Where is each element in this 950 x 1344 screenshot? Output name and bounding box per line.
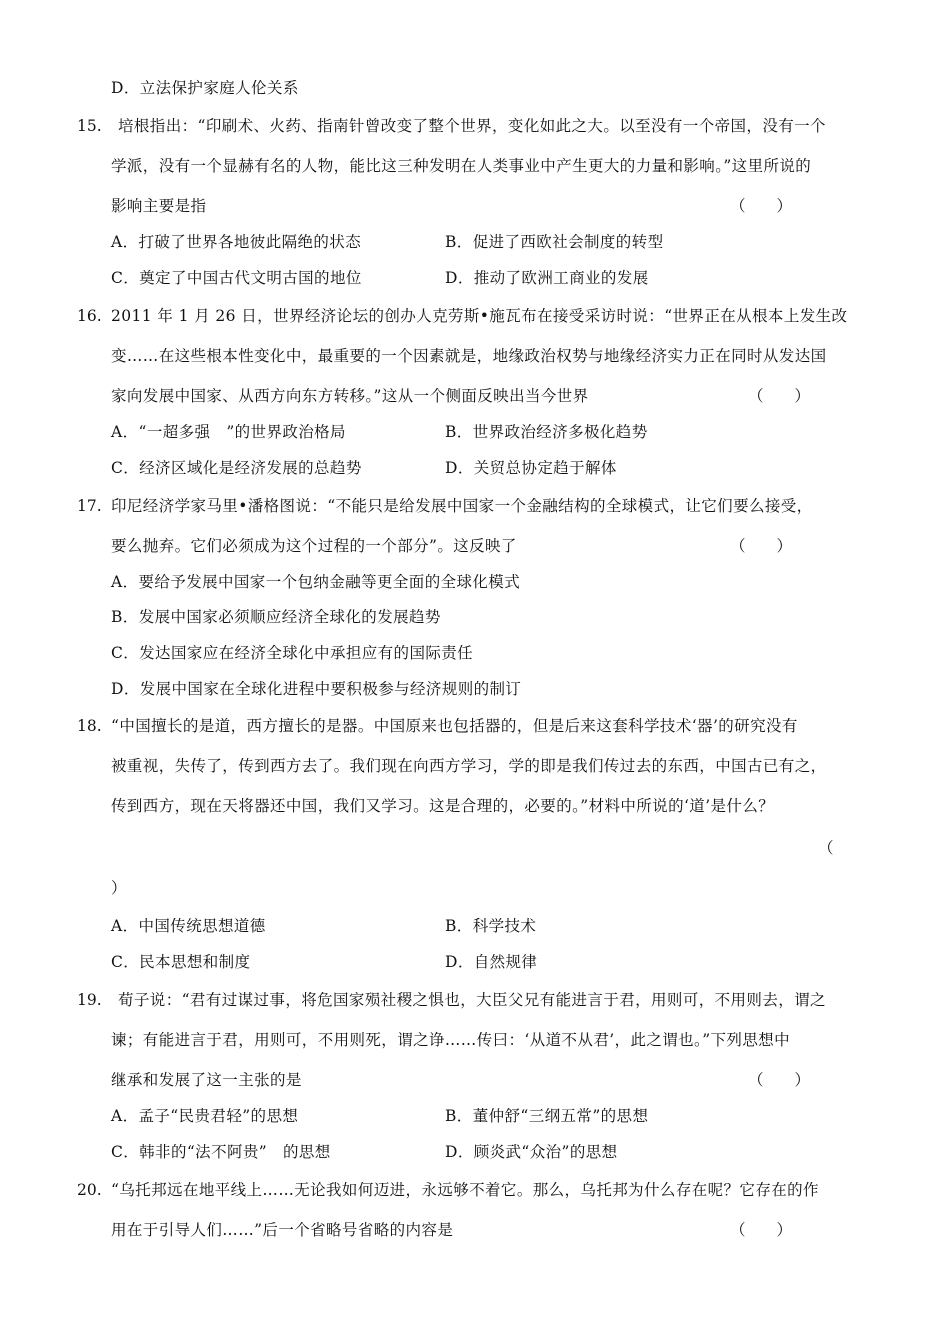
question-18-text-line-3: 传到西方，现在天将器还中国，我们又学习。这是合理的，必要的。”材料中所说的‘道’是什么？ [111,797,775,815]
question-16-text-line-2: 变……在这些根本性变化中，最重要的一个因素就是，地缘政治权势与地缘经济实力正在同时从发达国 [111,347,827,365]
question-15-text-line-2: 学派，没有一个显赫有名的人物，能比这三种发明在人类事业中产生更大的力量和影响。”这里所说的 [111,157,812,175]
question-15-number: 15. [77,117,102,135]
question-16-option-a: A．“一超多强 ”的世界政治格局 [111,423,346,441]
question-18-text-line-1: “中国擅长的是道，西方擅长的是器。中国原来也包括器的，但是后来这套科学技术‘器’的研究没有 [111,717,798,735]
question-16-text-line-1: 2011 年 1 月 26 日，世界经济论坛的创办人克劳斯•施瓦布在接受采访时说：“世界正在从根本上发生改 [111,307,848,325]
question-16-option-b: B．世界政治经济多极化趋势 [445,423,648,441]
question-16-option-c: C．经济区域化是经济发展的总趋势 [111,459,362,477]
question-19-text-line-1: 荀子说：“君有过谋过事，将危国家殒社稷之惧也，大臣父兄有能进言于君，用则可，不用则去，谓之 [118,991,826,1009]
question-19-option-a: A．孟子“民贵君轻”的思想 [111,1107,299,1125]
question-20-text-line-1: “乌托邦远在地平线上……无论我如何迈进，永远够不着它。那么，乌托邦为什么存在呢？它存在的作 [111,1181,819,1199]
answer-bracket-20: （ ） [730,1221,793,1239]
question-16-option-d: D．关贸总协定趋于解体 [445,459,617,477]
question-15-option-b: B．促进了西欧社会制度的转型 [445,233,664,251]
question-19-option-c: C．韩非的“法不阿贵” 的思想 [111,1143,331,1161]
question-19-text-line-3: 继承和发展了这一主张的是 [111,1071,302,1089]
answer-bracket-17: （ ） [730,537,793,555]
question-18-option-b: B．科学技术 [445,917,537,935]
question-19-number: 19. [77,991,102,1009]
question-17-option-c: C．发达国家应在经济全球化中承担应有的国际责任 [111,644,474,662]
question-18-option-a: A．中国传统思想道德 [111,917,266,935]
question-18-text-line-2: 被重视，失传了，传到西方去了。我们现在向西方学习，学的即是我们传过去的东西，中国古已有之， [111,757,827,775]
question-18-option-d: D．自然规律 [445,953,538,971]
question-16-number: 16. [77,307,102,325]
question-16-text-line-3: 家向发展中国家、从西方向东方转移。”这从一个侧面反映出当今世界 [111,387,589,405]
question-19-text-line-2: 谏；有能进言于君，用则可，不用则死，谓之诤……传曰：‘从道不从君’，此之谓也。”下列思想中 [111,1031,791,1049]
question-18-option-c: C．民本思想和制度 [111,953,251,971]
question-17-option-a: A．要给予发展中国家一个包纳金融等更全面的全球化模式 [111,573,521,591]
question-19-option-b: B．董仲舒“三纲五常”的思想 [445,1107,649,1125]
question-15-text-line-1: 培根指出：“印刷术、火药、指南针曾改变了整个世界，变化如此之大。以至没有一个帝国，没有一个 [118,117,826,135]
question-17-text-line-2: 要么抛弃。它们必须成为这个过程的一个部分”。这反映了 [111,537,517,555]
question-20-number: 20. [77,1181,102,1199]
question-17-text-line-1: 印尼经济学家马里•潘格图说：“不能只是给发展中国家一个金融结构的全球模式，让它们要么接受， [111,497,813,515]
option-d-q14: D．立法保护家庭人伦关系 [111,79,299,97]
question-15-text-line-3: 影响主要是指 [111,197,207,215]
question-15-option-a: A．打破了世界各地彼此隔绝的状态 [111,233,362,251]
question-17-number: 17. [77,497,102,515]
question-20-text-line-2: 用在于引导人们……”后一个省略号省略的内容是 [111,1221,454,1239]
answer-bracket-19: （ ） [748,1071,811,1089]
question-18-number: 18. [77,717,102,735]
answer-bracket-16: （ ） [748,387,811,405]
question-15-option-d: D．推动了欧洲工商业的发展 [445,269,649,287]
answer-bracket-18-close: ） [111,879,127,897]
answer-bracket-18-open: （ [818,839,834,857]
question-17-option-d: D．发展中国家在全球化进程中要积极参与经济规则的制订 [111,680,522,698]
answer-bracket-15: （ ） [730,197,793,215]
question-15-option-c: C．奠定了中国古代文明古国的地位 [111,269,362,287]
question-19-option-d: D．顾炎武“众治”的思想 [445,1143,618,1161]
question-17-option-b: B．发展中国家必须顺应经济全球化的发展趋势 [111,608,441,626]
